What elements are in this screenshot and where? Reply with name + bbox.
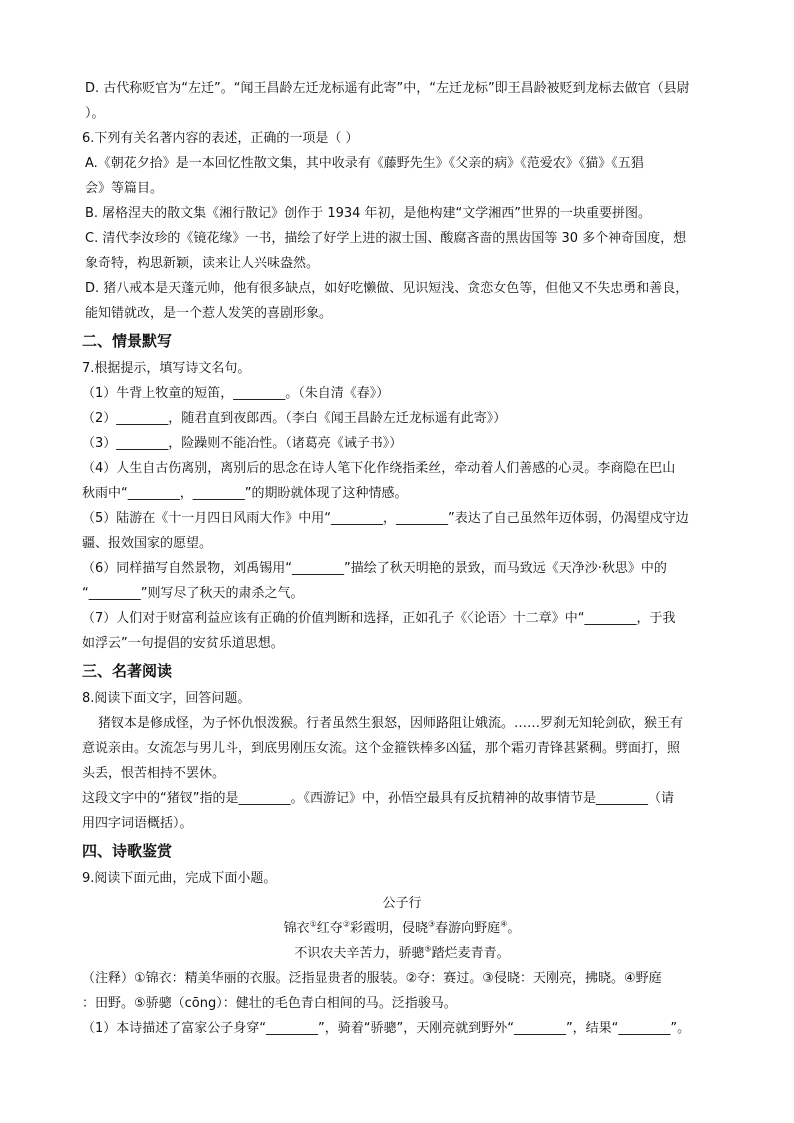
text-line: （1）牛背上牧童的短笛，________。（朱自清《春》） xyxy=(82,386,390,401)
text-line: C. 清代李汝珍的《镜花缘》一书，描绘了好学上进的淑士国、酸腐吝啬的黑齿国等 30 多个神奇国度，想 xyxy=(85,231,687,246)
section-heading: 四、诗歌鉴赏 xyxy=(82,842,173,860)
text-line: 意说亲由。女流怎与男儿斗，到底男刚压女流。这个金箍铁棒多凶猛，那个霜刃青锋甚紧稠。劈面打，照 xyxy=(82,741,681,756)
text-line: 8.阅读下面文字，回答问题。 xyxy=(82,691,251,706)
text-line: 会》等篇目。 xyxy=(85,181,164,196)
text-line: ）。 xyxy=(85,106,105,121)
text-line: 这段文字中的“猪钗”指的是________。《西游记》中，孙悟空最具有反抗精神的故事情节是________（请 xyxy=(82,791,674,806)
text-line: （6）同样描写自然景物，刘禹锡用“________”描绘了秋天明艳的景致，而马致远《天净沙·秋思》中的 xyxy=(82,561,667,576)
text-line: D. 古代称贬官为“左迁”。“闻王昌龄左迁龙标遥有此寄”中，“左迁龙标”即王昌龄被贬到龙标去做官（县尉 xyxy=(85,81,690,96)
text-line: D. 猪八戒本是天蓬元帅，他有很多缺点，如好吃懒做、见识短浅、贪恋女色等，但他又不失忠勇和善良， xyxy=(85,281,689,296)
text-line: B. 屠格涅夫的散文集《湘行散记》创作于 1934 年初，是他构建“文学湘西”世界的一块重要拼图。 xyxy=(85,206,652,221)
text-line: 能知错就改，是一个惹人发笑的喜剧形象。 xyxy=(85,306,333,321)
annotation-block xyxy=(82,966,722,1041)
poem-line-2: 不识农夫辛苦力，骄骢⑤踏烂麦青青。 xyxy=(294,944,510,961)
text-line: （4）人生自古伤离别，离别后的思念在诗人笔下化作绕指柔丝，牵动着人们善感的心灵。李商隐在巴山 xyxy=(82,461,676,476)
poem-line-1: 锦衣①红夺②彩霞明，侵晓③春游向野庭④。 xyxy=(283,919,521,936)
note-line: （1）本诗描述了富家公子身穿“________”，骑着“骄骢”，天刚亮就到野外“________”，结果“________”。 xyxy=(82,1021,691,1036)
poem-title: 公子行 xyxy=(382,896,422,911)
question-text-block xyxy=(82,76,722,891)
text-line: 7.根据提示，填写诗文名句。 xyxy=(82,361,251,376)
text-line: 6.下列有关名著内容的表述，正确的一项是（ ） xyxy=(82,131,359,146)
text-line: （2）________，随君直到夜郎西。（李白《闻王昌龄左迁龙标遥有此寄》） xyxy=(82,411,507,426)
note-line: （注释）①锦衣：精美华丽的衣服。泛指显贵者的服装。②夺：赛过。③侵晓：天刚亮，拂晓。④野庭 xyxy=(82,971,662,986)
text-line: 头丢，恨苦相持不罢休。 xyxy=(82,766,226,781)
text-line: 如浮云”一句提倡的安贫乐道思想。 xyxy=(82,636,284,651)
section-heading: 二、情景默写 xyxy=(82,332,173,350)
text-line: 秋雨中“________，________”的期盼就体现了这种情感。 xyxy=(82,486,408,501)
note-line: ：田野。⑤骄骢（cōng）：健壮的毛色青白相间的马。泛指骏马。 xyxy=(82,996,457,1011)
text-line: （7）人们对于财富利益应该有正确的价值判断和选择，正如孔子《〈论语〉十二章》中“________，于我 xyxy=(82,611,676,626)
section-heading: 三、名著阅读 xyxy=(82,662,173,680)
text-line: “________”则写尽了秋天的肃杀之气。 xyxy=(82,586,304,601)
text-line: 疆、报效国家的愿望。 xyxy=(82,536,213,551)
text-line: 用四字词语概括）。 xyxy=(82,816,193,831)
text-line: A.《朝花夕拾》是一本回忆性散文集，其中收录有《藤野先生》《父亲的病》《范爱农》《猫》《五猖 xyxy=(85,156,644,171)
text-line: （3）________，险躁则不能冶性。（诸葛亮《诫子书》） xyxy=(82,436,403,451)
text-line: 猪钗本是修成怪，为子怀仇恨泼猴。行者虽然生狠怒，因师路阻让娥流。……罗刹无知轮剑砍，猴王有 xyxy=(98,716,684,731)
text-line: 9.阅读下面元曲，完成下面小题。 xyxy=(82,871,277,886)
text-line: 象奇特，构思新颖，读来让人兴味盎然。 xyxy=(85,256,320,271)
text-line: （5）陆游在《十一月四日风雨大作》中用“________，________”表达了自己虽然年迈体弱，仍渴望戍守边 xyxy=(82,511,689,526)
document-body xyxy=(82,76,722,1041)
